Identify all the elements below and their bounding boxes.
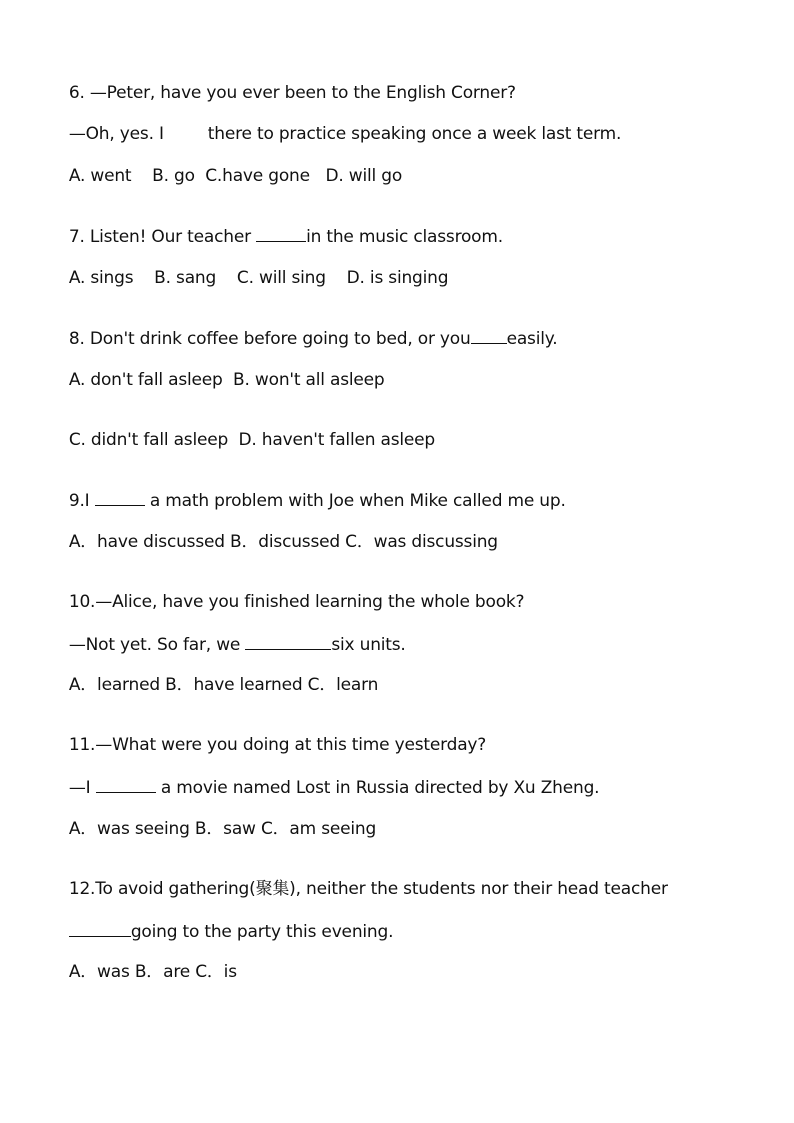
question-10-text: 10.—Alice, have you finished learning the whole book? — [68, 592, 525, 612]
question-7-text-end: in the music classroom. — [306, 227, 503, 247]
options-text: A．learned B．have learned C．learn — [68, 675, 379, 695]
question-11-reply-start: —I — [68, 778, 96, 798]
options-text: A．have discussed B．discussed C．was discussing — [68, 532, 498, 552]
question-10-reply-end: six units. — [331, 635, 406, 655]
question-10-reply-start: —Not yet. So far, we — [68, 635, 246, 655]
question-8-text-start: 8. Don't drink coffee before going to bed, or you — [68, 329, 471, 349]
question-12-continuation-text: going to the party this evening. — [130, 922, 394, 942]
question-11-reply-end: a movie named Lost in Russia directed by Xu Zheng. — [155, 778, 600, 798]
answer-blank — [245, 633, 331, 650]
answer-blank — [256, 225, 306, 242]
question-8-options-2 — [48, 407, 435, 473]
question-6-text: 6. —Peter, have you ever been to the English Corner? — [68, 83, 516, 103]
question-9-options — [48, 509, 498, 575]
options-text: A. sings B. sang C. will sing D. is singing — [68, 268, 449, 288]
question-6-reply-end: there to practice speaking once a week last term. — [207, 124, 622, 144]
question-8-text-end: easily. — [506, 329, 558, 349]
question-11-options — [48, 796, 376, 862]
options-text: A. went B. go C.have gone D. will go — [68, 166, 403, 186]
question-7-options — [48, 245, 448, 311]
question-7-text-start: 7. Listen! Our teacher — [68, 227, 257, 247]
question-9-text-end: a math problem with Joe when Mike called me up. — [144, 491, 566, 511]
question-6-reply-start: —Oh, yes. I — [68, 124, 164, 144]
answer-blank — [471, 327, 507, 344]
question-9-text-start: 9.I — [68, 491, 95, 511]
question-12-text: 12.To avoid gathering(聚集), neither the students nor their head teacher — [68, 879, 668, 899]
options-text: C. didn't fall asleep D. haven't fallen asleep — [68, 430, 436, 450]
question-10-options — [48, 652, 378, 718]
answer-blank — [95, 489, 145, 506]
answer-blank — [96, 776, 156, 793]
question-12-options — [48, 939, 237, 1005]
options-text: A．was B．are C．is — [68, 962, 237, 982]
question-8-options-1 — [48, 347, 385, 413]
question-11-text: 11.—What were you doing at this time yesterday? — [68, 735, 487, 755]
options-text: A. don't fall asleep B. won't all asleep — [68, 370, 385, 390]
question-6-options — [48, 143, 402, 209]
options-text: A．was seeing B．saw C．am seeing — [68, 819, 377, 839]
answer-blank — [69, 920, 131, 937]
